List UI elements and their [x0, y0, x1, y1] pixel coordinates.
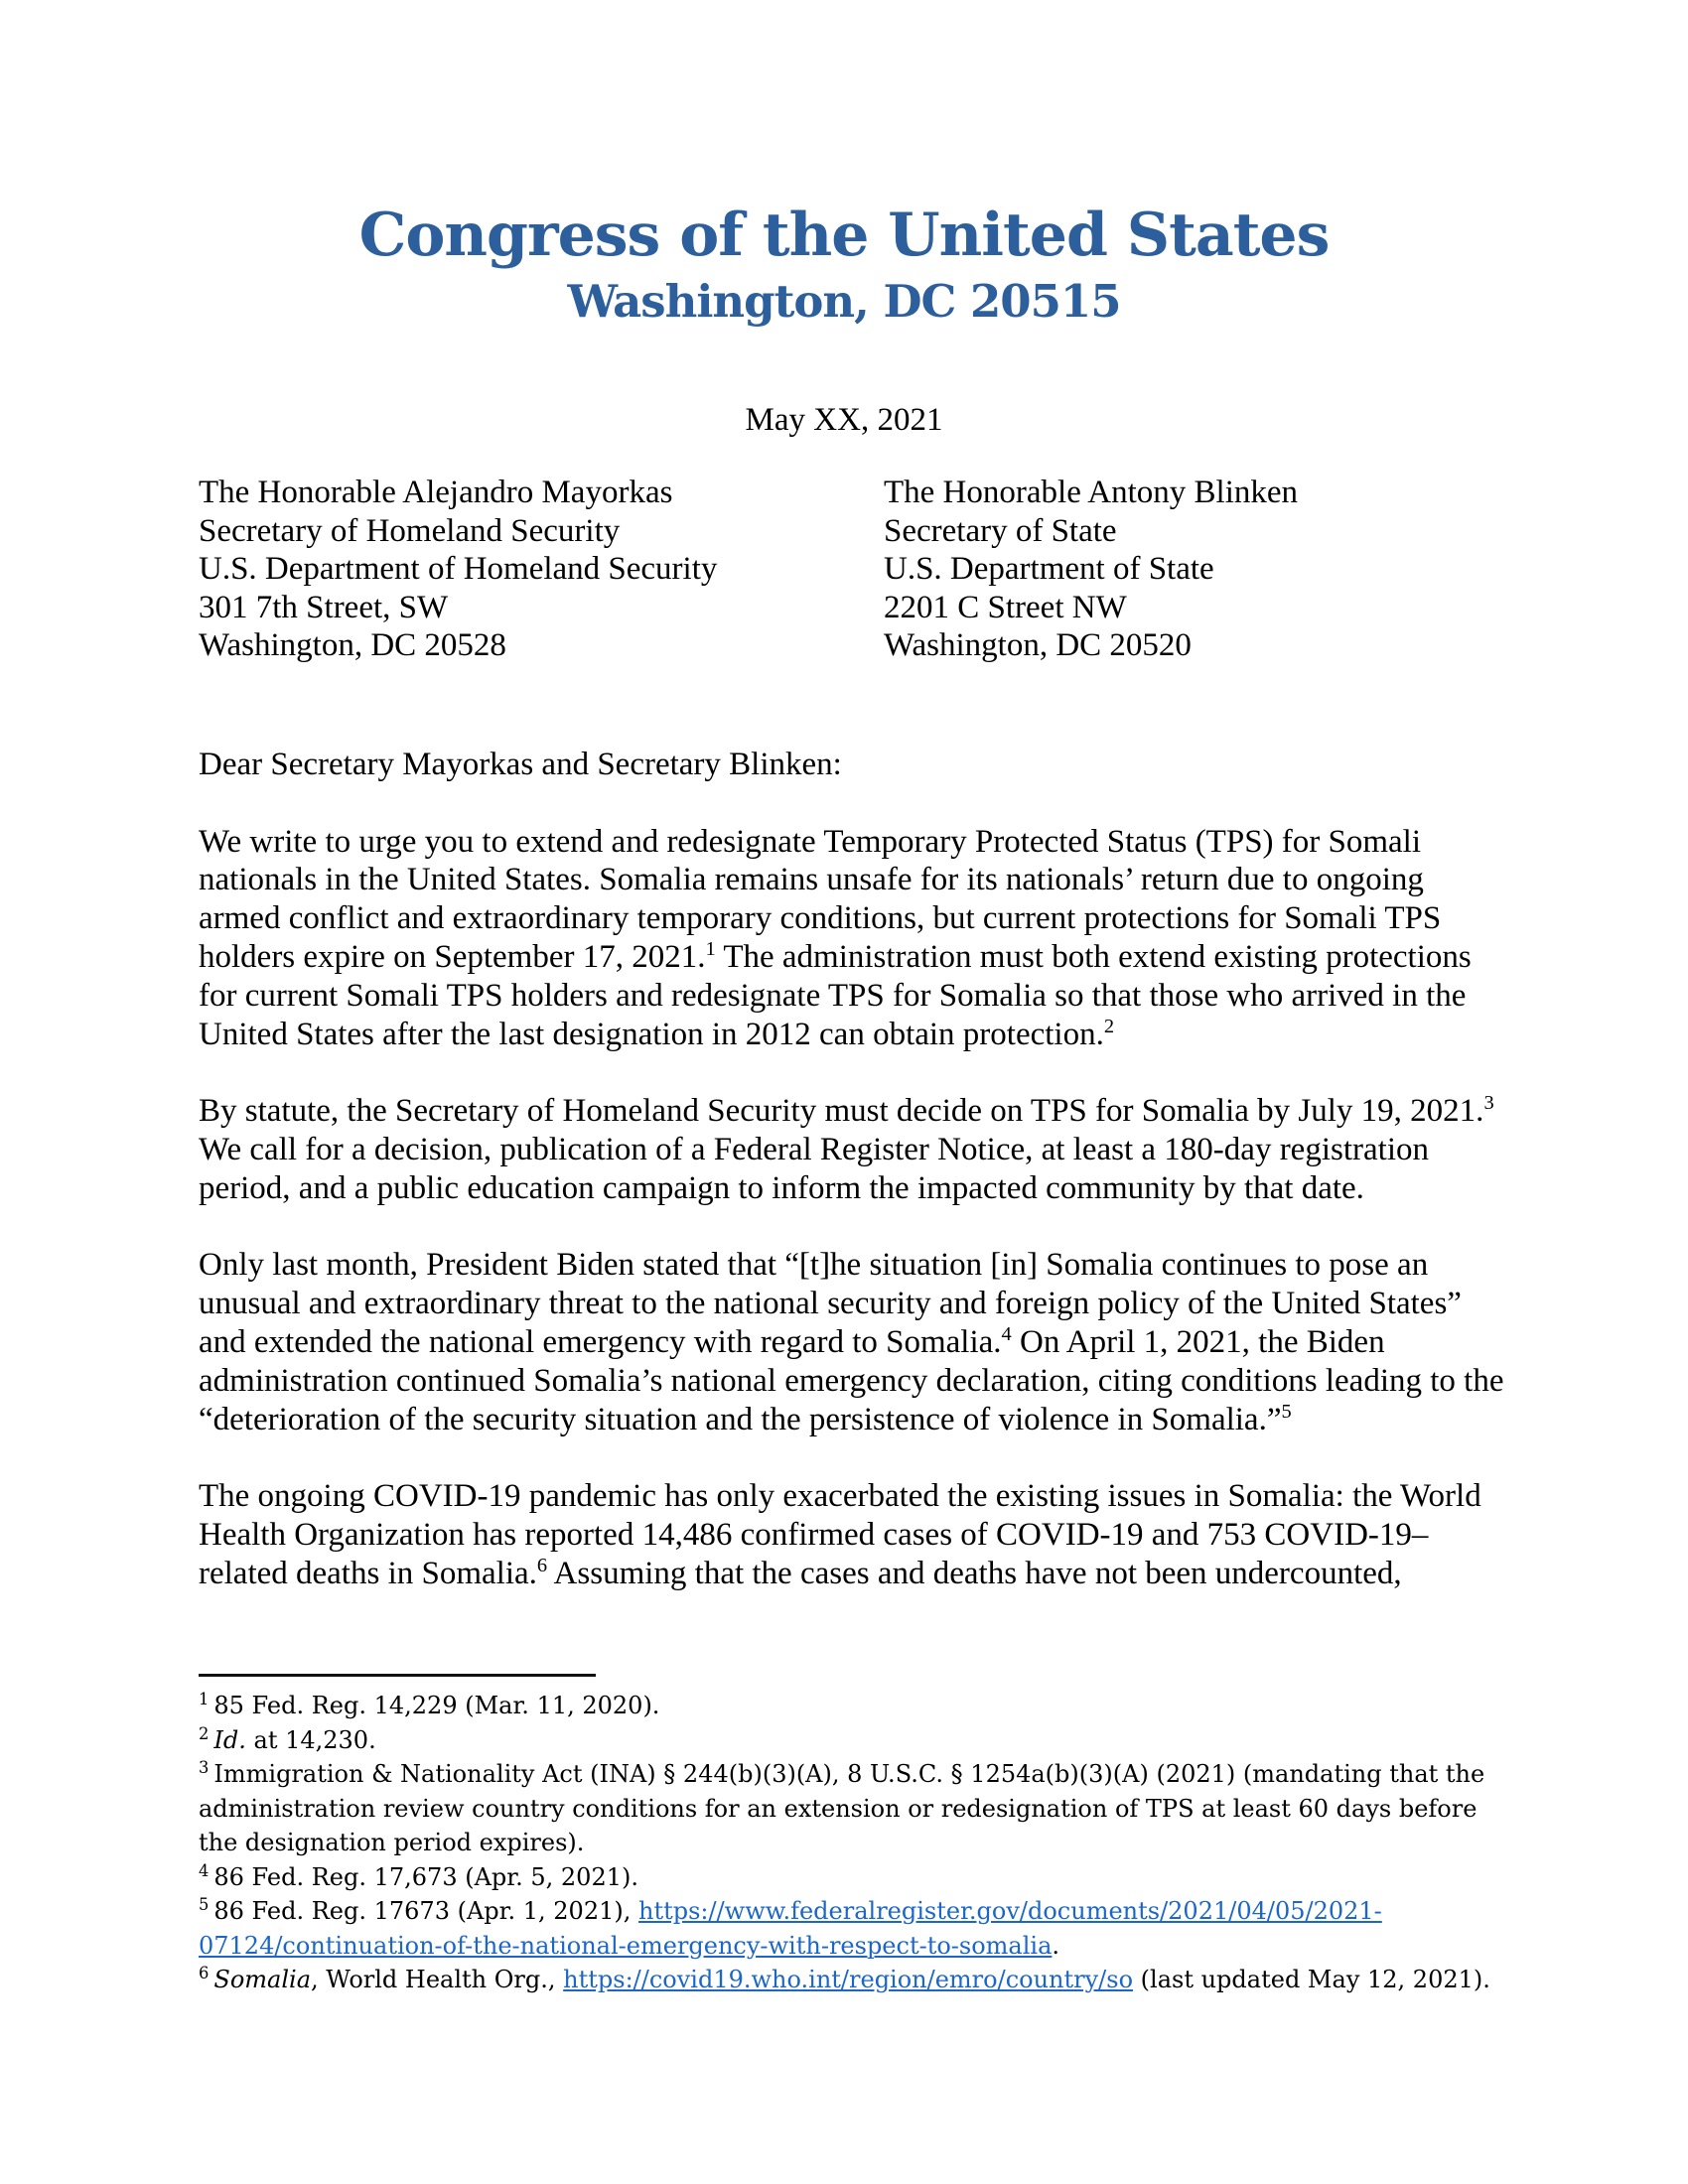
text-run: 86 Fed. Reg. 17,673 (Apr. 5, 2021). [213, 1862, 638, 1891]
footnote-separator [199, 1674, 596, 1677]
italic-text: Id. [213, 1725, 246, 1754]
text-run: at 14,230. [245, 1725, 376, 1754]
text-run: Immigration & Nationality Act (INA) § 244(b)(3)(A), 8 U.S.C. § 1254a(b)(3)(A) (2021) (mandating that the administration review country conditions for an extension or redesignation of TPS at least 60 days before the designation period expires). [199, 1760, 1485, 1856]
footnote-link[interactable]: https://www.federalregister.gov/documents/2021/04/05/2021-07124/continuation-of-the-national-emergency-with-respect-to-somalia [199, 1897, 1382, 1960]
footnote [199, 1963, 1505, 1997]
text-run: The administration must both extend existing protections for current Somali TPS holders and redesignate TPS for Somalia so that those who arrived in the United States after the last designation in 2012 can obtain protection. [199, 938, 1472, 1052]
text-run: . [1052, 1931, 1060, 1960]
letter-body [199, 746, 1511, 1593]
text-run: The ongoing COVID-19 pandemic has only exacerbated the existing issues in Somalia: the World Health Organization has reported 14,486 confirmed cases of COVID-19 and 753 COVID-19–related deaths in Somalia. [199, 1478, 1481, 1591]
text-run: On April 1, 2021, the Biden administration continued Somalia’s national emergency declaration, citing conditions leading to the “deterioration of the security situation and the persistence of violence in Somalia.” [199, 1323, 1504, 1437]
recipient-blocks [199, 474, 1509, 665]
footnotes-section [199, 1674, 1505, 1997]
footnote [199, 1689, 1505, 1723]
body-paragraphs [199, 823, 1511, 1593]
footnote-ref: 6 [536, 1554, 548, 1576]
recipient-line: 301 7th Street, SW [199, 589, 449, 625]
footnotes-list [199, 1689, 1505, 1997]
footnote-number: 1 [199, 1690, 210, 1708]
text-run: 85 Fed. Reg. 14,229 (Mar. 11, 2020). [213, 1692, 660, 1719]
recipient-line: Secretary of State [884, 512, 1117, 549]
text-run: We write to urge you to extend and redesignate Temporary Protected Status (TPS) for Somali nationals in the United States. Somalia remains unsafe for its nationals’ return due to ongoing armed conflict and extraordinary temporary conditions, but current protections for Somali TPS holders expire on September 17, 2021. [199, 823, 1442, 975]
recipient-line: Secretary of Homeland Security [199, 512, 621, 549]
footnote-ref: 5 [1281, 1400, 1292, 1423]
recipient-line: 2201 C Street NW [884, 589, 1127, 625]
footnote-number: 4 [199, 1860, 210, 1880]
footnote-ref: 2 [1103, 1015, 1115, 1037]
recipient-line: Washington, DC 20528 [199, 627, 506, 664]
recipient-line: U.S. Department of Homeland Security [199, 551, 718, 588]
footnote [199, 1757, 1505, 1860]
body-paragraph [199, 1246, 1511, 1438]
letterhead [0, 201, 1688, 328]
recipient-line: The Honorable Alejandro Mayorkas [199, 475, 673, 510]
salutation: Dear Secretary Mayorkas and Secretary Blinken: [199, 747, 842, 782]
footnote-ref: 3 [1483, 1092, 1494, 1115]
text-run: 86 Fed. Reg. 17673 (Apr. 1, 2021), [213, 1897, 638, 1925]
footnote-number: 5 [199, 1895, 210, 1914]
recipient-line: Washington, DC 20520 [884, 627, 1192, 664]
footnote-link[interactable]: https://covid19.who.int/region/emro/country/so [563, 1966, 1134, 1993]
body-paragraph [199, 1477, 1511, 1592]
recipient-blinken [884, 474, 1298, 665]
footnote-ref: 4 [1001, 1322, 1012, 1345]
recipient-line: U.S. Department of State [884, 551, 1214, 588]
footnote-ref: 1 [705, 937, 716, 960]
text-run: , World Health Org., [311, 1966, 564, 1993]
text-run: We call for a decision, publication of a Federal Register Notice, at least a 180-day registration period, and a public education campaign to inform the impacted community by that date. [199, 1131, 1429, 1206]
body-paragraph [199, 823, 1511, 1054]
text-run: Assuming that the cases and deaths have not been undercounted, [547, 1555, 1402, 1591]
footnote [199, 1723, 1505, 1758]
recipient-mayorkas [199, 474, 884, 665]
recipient-line: The Honorable Antony Blinken [884, 475, 1299, 510]
date-line: May XX, 2021 [745, 402, 943, 438]
text-run: Only last month, President Biden stated that “[t]he situation [in] Somalia continues to pose an unusual and extraordinary threat to the national security and foreign policy of the United States” and extended the national emergency with regard to Somalia. [199, 1247, 1462, 1360]
letterhead-title: Congress of the United States [358, 201, 1330, 270]
footnote [199, 1860, 1505, 1895]
footnote [199, 1894, 1505, 1963]
body-paragraph [199, 1092, 1511, 1207]
footnote-number: 3 [199, 1758, 210, 1777]
footnote-number: 6 [199, 1964, 210, 1982]
text-run: (last updated May 12, 2021). [1133, 1966, 1490, 1993]
text-run: By statute, the Secretary of Homeland Security must decide on TPS for Somalia by July 19, 2021. [199, 1093, 1484, 1130]
letterhead-subtitle: Washington, DC 20515 [567, 275, 1121, 328]
footnote-number: 2 [199, 1723, 210, 1743]
italic-text: Somalia [213, 1966, 312, 1993]
